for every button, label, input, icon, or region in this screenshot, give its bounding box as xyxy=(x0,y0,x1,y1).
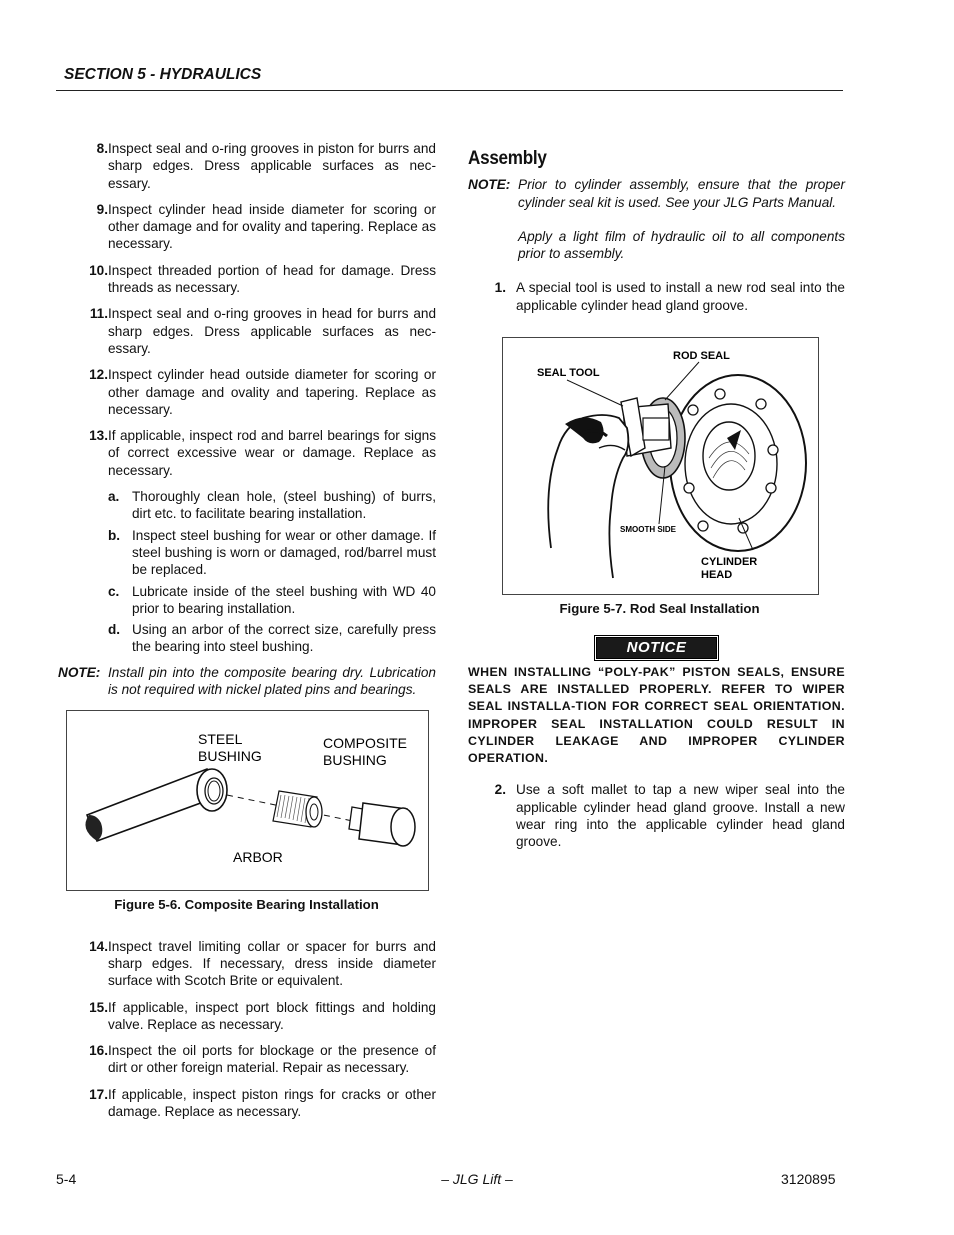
label-composite-1: COMPOSITE xyxy=(323,735,408,752)
label-steel-2: BUSHING xyxy=(198,748,262,765)
item-text: Inspect cylinder head inside diameter for scoring or other damage and for ovality and tapering. Replace as necessary. xyxy=(108,201,436,252)
item-number: 11. xyxy=(89,306,108,322)
assembly-note-p1: Prior to cylinder assembly, ensure that the proper cylinder seal kit is used. See your JLG Parts Manual. xyxy=(518,177,845,210)
item-number: 12. xyxy=(89,367,108,383)
bearing-note xyxy=(58,664,436,699)
sub-item-text: Thoroughly clean hole, (steel bushing) of burrs, dirt etc. to facilitate bearing installation. xyxy=(132,489,436,522)
inspection-list-b xyxy=(60,938,436,1121)
document-number: 3120895 xyxy=(781,1171,836,1187)
notice-block xyxy=(468,637,845,658)
page-number: 5-4 xyxy=(56,1171,77,1187)
list-item xyxy=(60,427,436,479)
item-text: If applicable, inspect port block fittings and holding valve. Replace as necessary. xyxy=(108,999,436,1032)
inspection-list-a xyxy=(60,140,436,479)
label-smooth-side: SMOOTH SIDE xyxy=(620,525,677,535)
list-item xyxy=(60,140,436,192)
item-text: Inspect travel limiting collar or spacer for burrs and sharp edges. If necessary, dress inside diameter surface with Scotch Brite or equivalent. xyxy=(108,938,436,989)
figure-rod-seal xyxy=(502,337,819,595)
sub-item-text: Lubricate inside of the steel bushing with WD 40 prior to bearing installation. xyxy=(132,583,436,616)
sub-item-letter: b. xyxy=(108,527,121,543)
left-column xyxy=(60,140,436,1120)
figure-composite-bearing xyxy=(66,710,429,891)
item-number: 8. xyxy=(96,141,108,156)
note-label: NOTE: xyxy=(58,664,101,680)
assembly-note xyxy=(468,176,845,262)
label-steel-1: STEEL xyxy=(198,731,243,748)
sub-item-text: Using an arbor of the correct size, carefully press the bearing into steel bushing. xyxy=(132,622,436,655)
sub-list-item xyxy=(60,527,436,579)
list-item xyxy=(60,366,436,418)
label-seal-tool: SEAL TOOL xyxy=(537,367,600,380)
item-number: 9. xyxy=(96,201,108,217)
item-text: Inspect seal and o-ring grooves in piston for burrs and sharp edges. Dress applicable surfaces as nec-essary. xyxy=(108,141,436,191)
assembly-note-label: NOTE: xyxy=(468,177,511,193)
list-item xyxy=(60,201,436,253)
figure-5-7-caption: Figure 5-7. Rod Seal Installation xyxy=(559,601,760,617)
composite-bearing-illustration xyxy=(67,711,428,890)
assembly-note-p2: Apply a light film of hydraulic oil to all components prior to assembly. xyxy=(518,228,845,262)
list-item xyxy=(60,305,436,357)
inspection-sublist xyxy=(60,488,436,656)
assembly-step-2: 2. Use a soft mallet to tap a new wiper seal into the applicable cylinder head gland groove. Install a new wear ring into the applicable cylinder head gland groove. xyxy=(494,782,845,850)
item-number: 16. xyxy=(89,1043,108,1059)
item-number: 10. xyxy=(89,262,108,278)
label-arbor: ARBOR xyxy=(233,849,283,866)
note-text: Install pin into the composite bearing dry. Lubrication is not required with nickel plated pins and bearings. xyxy=(108,664,436,698)
assembly-step-1: 1. A special tool is used to install a new rod seal into the applicable cylinder head gland groove. xyxy=(494,280,845,313)
rod-seal-illustration xyxy=(503,338,818,594)
section-title: SECTION 5 - HYDRAULICS xyxy=(64,66,262,83)
item-text: If applicable, inspect rod and barrel bearings for signs of correct excessive wear or damage. Replace as necessary. xyxy=(108,428,436,478)
item-number: 13. xyxy=(89,428,108,444)
label-head: HEAD xyxy=(701,569,733,582)
item-text: If applicable, inspect piston rings for cracks or other damage. Replace as necessary. xyxy=(108,1086,436,1119)
sub-item-letter: c. xyxy=(108,583,120,599)
notice-badge: NOTICE xyxy=(596,637,718,658)
sub-item-letter: a. xyxy=(108,489,120,505)
label-composite-2: BUSHING xyxy=(323,752,387,769)
sub-item-letter: d. xyxy=(108,622,121,638)
item-text: Inspect threaded portion of head for damage. Dress threads as necessary. xyxy=(108,262,436,296)
sub-list-item xyxy=(60,621,436,656)
sub-list-item xyxy=(60,583,436,618)
item-number: 14. xyxy=(89,938,108,954)
list-item xyxy=(60,999,436,1034)
list-item xyxy=(60,938,436,990)
assembly-heading: Assembly xyxy=(468,148,547,169)
sub-list-item xyxy=(60,488,436,523)
item-text: Inspect cylinder head outside diameter for scoring or other damage and ovality and tapering. Replace as necessary. xyxy=(108,367,436,417)
item-number: 17. xyxy=(89,1086,108,1102)
footer-brand: – JLG Lift – xyxy=(441,1171,513,1187)
right-column xyxy=(468,140,845,851)
list-item xyxy=(60,1086,436,1121)
header-rule xyxy=(56,90,843,91)
list-item xyxy=(60,1042,436,1077)
item-text: Inspect the oil ports for blockage or the presence of dirt or other foreign material. Repair as necessary. xyxy=(108,1043,436,1076)
item-text: Inspect seal and o-ring grooves in head for burrs and sharp edges. Dress applicable surfaces as nec-essary. xyxy=(108,306,436,356)
label-rod-seal: ROD SEAL xyxy=(673,350,730,363)
label-cylinder: CYLINDER xyxy=(701,556,758,569)
figure-5-6-caption: Figure 5-6. Composite Bearing Installation xyxy=(114,897,379,913)
list-item xyxy=(60,262,436,297)
notice-text: WHEN INSTALLING “POLY-PAK” PISTON SEALS, ENSURE SEALS ARE INSTALLED PROPERLY. REFER TO WIPER SEAL INSTALLA-TION FOR CORRECT SEAL ORIENTATION. IMPROPER SEAL INSTALLATION COULD RESULT IN CYLINDER LEAKAGE AND IMPROPER CYLINDER OPERATION. xyxy=(468,664,845,766)
sub-item-text: Inspect steel bushing for wear or other damage. If steel bushing is worn or damaged, rod/barrel must be replaced. xyxy=(132,527,436,578)
item-number: 15. xyxy=(89,999,108,1015)
